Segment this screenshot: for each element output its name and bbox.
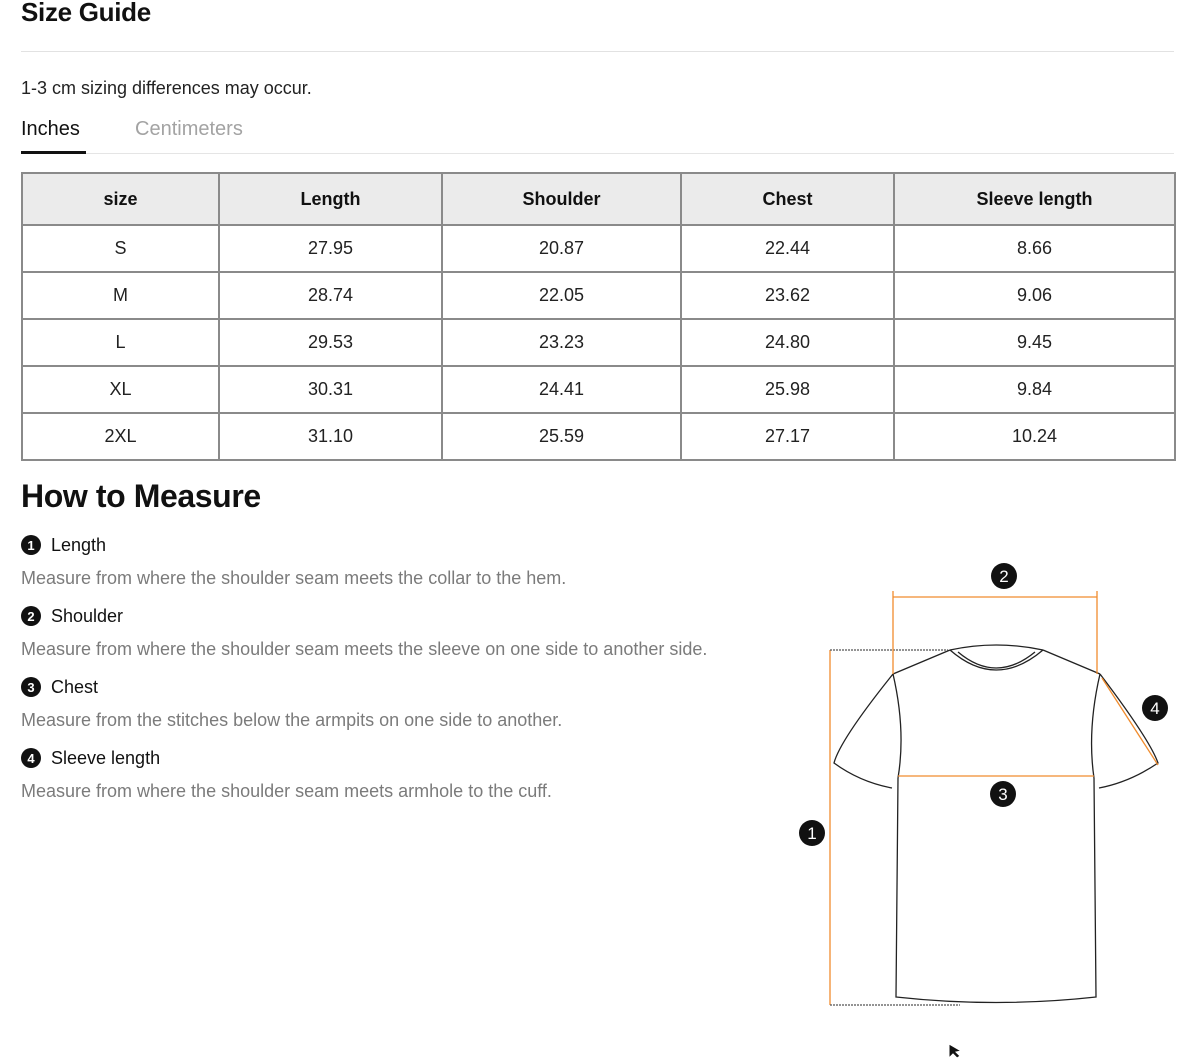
cell-length: 29.53 — [219, 319, 442, 366]
size-table — [21, 172, 1176, 461]
step-sleeve-length — [21, 746, 552, 802]
cell-shoulder: 22.05 — [442, 272, 681, 319]
step-description: Measure from where the shoulder seam meets the collar to the hem. — [21, 568, 567, 588]
svg-text:4: 4 — [1150, 699, 1160, 718]
cell-shoulder: 20.87 — [442, 225, 681, 272]
how-to-measure-heading: How to Measure — [21, 478, 261, 514]
tabs-divider — [21, 153, 1174, 154]
cell-length: 31.10 — [219, 413, 442, 460]
cell-chest: 24.80 — [681, 319, 894, 366]
table-row — [22, 413, 1175, 460]
cell-length: 27.95 — [219, 225, 442, 272]
tab-inches[interactable]: Inches — [21, 118, 80, 140]
cell-shoulder: 25.59 — [442, 413, 681, 460]
header-chest: Chest — [681, 173, 894, 225]
cell-length: 28.74 — [219, 272, 442, 319]
marker-3-icon — [990, 781, 1016, 807]
svg-text:3: 3 — [998, 785, 1008, 804]
cell-sleeve-length: 9.45 — [894, 319, 1175, 366]
step-number-badge: 3 — [21, 677, 41, 697]
cell-sleeve-length: 9.06 — [894, 272, 1175, 319]
step-length — [21, 533, 566, 589]
cell-sleeve-length: 9.84 — [894, 366, 1175, 413]
cell-chest: 22.44 — [681, 225, 894, 272]
cell-chest: 25.98 — [681, 366, 894, 413]
table-row — [22, 272, 1175, 319]
step-title: Chest — [51, 676, 99, 697]
cell-size: L — [22, 319, 219, 366]
step-title: Shoulder — [51, 605, 124, 626]
table-row — [22, 319, 1175, 366]
sizing-note: 1-3 cm sizing differences may occur. — [21, 78, 312, 98]
cell-size: XL — [22, 366, 219, 413]
step-number-badge: 2 — [21, 606, 41, 626]
step-number-badge: 1 — [21, 535, 41, 555]
unit-tabs — [21, 116, 1174, 154]
cell-size: S — [22, 225, 219, 272]
table-row — [22, 225, 1175, 272]
tshirt-outline-icon — [834, 645, 1158, 1003]
marker-1-icon — [799, 820, 825, 846]
table-row — [22, 366, 1175, 413]
step-chest — [21, 675, 562, 731]
cell-shoulder: 23.23 — [442, 319, 681, 366]
cell-chest: 27.17 — [681, 413, 894, 460]
marker-4-icon — [1142, 695, 1168, 721]
table-header-row — [22, 173, 1175, 225]
marker-2-icon — [991, 563, 1017, 589]
header-length: Length — [219, 173, 442, 225]
cell-length: 30.31 — [219, 366, 442, 413]
tab-centimeters[interactable]: Centimeters — [135, 118, 243, 140]
mouse-cursor-icon — [948, 1044, 962, 1058]
step-number-badge: 4 — [21, 748, 41, 768]
page-title: Size Guide — [21, 0, 151, 27]
header-size: size — [22, 173, 219, 225]
cell-size: M — [22, 272, 219, 319]
header-sleeve-length: Sleeve length — [894, 173, 1175, 225]
step-shoulder — [21, 604, 707, 660]
header-shoulder: Shoulder — [442, 173, 681, 225]
cell-chest: 23.62 — [681, 272, 894, 319]
step-description: Measure from where the shoulder seam meets the sleeve on one side to another side. — [21, 639, 708, 659]
cell-shoulder: 24.41 — [442, 366, 681, 413]
cell-sleeve-length: 10.24 — [894, 413, 1175, 460]
step-description: Measure from the stitches below the armpits on one side to another. — [21, 710, 563, 730]
step-title: Sleeve length — [51, 747, 161, 768]
tshirt-diagram — [790, 555, 1180, 1015]
cell-sleeve-length: 8.66 — [894, 225, 1175, 272]
svg-text:2: 2 — [999, 567, 1009, 586]
svg-text:1: 1 — [807, 824, 817, 843]
step-title: Length — [51, 534, 107, 555]
title-divider — [21, 51, 1174, 52]
active-tab-indicator — [21, 151, 86, 154]
cell-size: 2XL — [22, 413, 219, 460]
step-description: Measure from where the shoulder seam meets armhole to the cuff. — [21, 781, 552, 801]
